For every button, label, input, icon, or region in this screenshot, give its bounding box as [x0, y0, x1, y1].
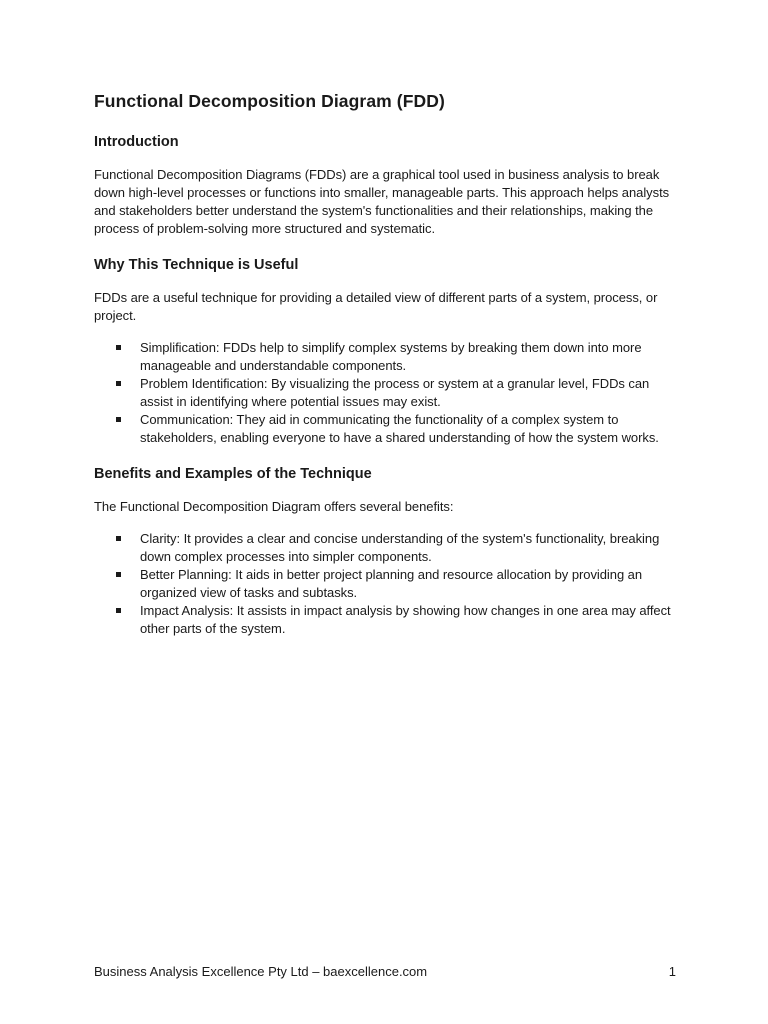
footer-company-text: Business Analysis Excellence Pty Ltd – baexcellence.com: [94, 964, 428, 979]
square-bullet-icon: [116, 572, 121, 577]
why-useful-paragraph: FDDs are a useful technique for providing a detailed view of different parts of a system, process, or project.: [94, 290, 658, 323]
list-item-text: Problem Identification: By visualizing the process or system at a granular level, FDDs can assist in identifying where potential issues may exist.: [140, 376, 650, 409]
list-item: [94, 566, 684, 602]
list-item: [94, 411, 684, 447]
list-item-text: Clarity: It provides a clear and concise understanding of the system's functionality, breaking down complex processes into simpler components.: [140, 531, 660, 564]
introduction-paragraph: Functional Decomposition Diagrams (FDDs) are a graphical tool used in business analysis to break down high-level processes or functions into smaller, manageable parts. This approach helps analysts and stakeholders better understand the system's functionalities and their relationships, making the process of problem-solving more structured and systematic.: [94, 167, 670, 236]
square-bullet-icon: [116, 345, 121, 350]
page-number: 1: [668, 964, 676, 979]
document-body: [94, 88, 684, 654]
list-item-text: Simplification: FDDs help to simplify complex systems by breaking them down into more manageable and understandable components.: [140, 340, 642, 373]
list-item-text: Impact Analysis: It assists in impact analysis by showing how changes in one area may affect other parts of the system.: [140, 603, 671, 636]
why-useful-bullet-list: [94, 339, 684, 447]
benefits-bullet-list: [94, 530, 684, 638]
square-bullet-icon: [116, 381, 121, 386]
list-item: [94, 602, 684, 638]
list-item: [94, 339, 684, 375]
section-heading-introduction: Introduction: [94, 134, 179, 150]
square-bullet-icon: [116, 417, 121, 422]
list-item: [94, 375, 684, 411]
list-item: [94, 530, 684, 566]
square-bullet-icon: [116, 608, 121, 613]
list-item-text: Communication: They aid in communicating the functionality of a complex system to stakeholders, enabling everyone to have a shared understanding of how the system works.: [140, 412, 659, 445]
section-heading-benefits: Benefits and Examples of the Technique: [94, 466, 372, 482]
section-heading-why-useful: Why This Technique is Useful: [94, 257, 299, 273]
list-item-text: Better Planning: It aids in better project planning and resource allocation by providing an organized view of tasks and subtasks.: [140, 567, 643, 600]
square-bullet-icon: [116, 536, 121, 541]
benefits-paragraph: The Functional Decomposition Diagram offers several benefits:: [94, 499, 454, 514]
document-title: Functional Decomposition Diagram (FDD): [94, 91, 445, 111]
